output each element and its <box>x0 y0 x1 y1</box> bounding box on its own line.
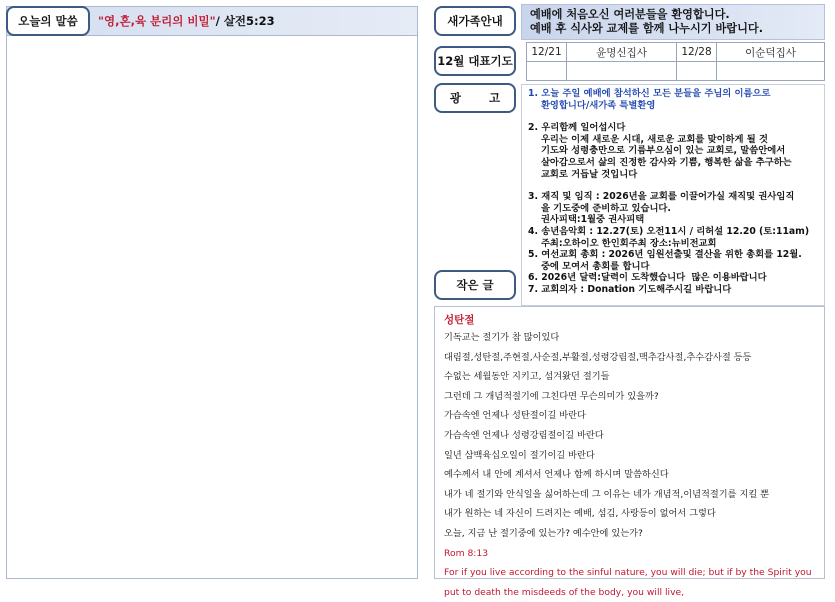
announcement-line: 1. 오늘 주일 예배에 참석하신 모든 분들을 주님의 이름으로 <box>528 88 771 99</box>
announcement-line: 교회로 거듭날 것입니다 <box>528 168 638 180</box>
announcement-item <box>528 272 824 284</box>
welcome-label: 새가족안내 <box>434 6 516 36</box>
prayer-label: 12월 대표기도 <box>434 46 516 76</box>
essay-line: 가슴속엔 언제나 성령강림절이길 바란다 <box>444 429 604 441</box>
prayer-date: 12/21 <box>527 43 567 62</box>
announcements-list <box>521 84 825 306</box>
prayer-leader <box>567 62 677 81</box>
sermon-title-line <box>98 13 275 29</box>
welcome-banner <box>521 4 825 40</box>
essay-line: 오늘, 지금 난 절기중에 있는가? 예수안에 있는가? <box>444 527 643 539</box>
prayer-date: 12/28 <box>677 43 717 62</box>
sermon-label: 오늘의 말씀 <box>6 6 90 36</box>
announcement-line: 우리는 이제 새로운 시대, 새로운 교회를 맞이하게 될 것 <box>528 133 768 145</box>
announcement-line: 3. 재직 및 임직 : 2026년을 교회를 이끌어가실 재직및 권사임직 <box>528 191 795 203</box>
announcement-line: 기도와 성령충만으로 기름부으심이 있는 교회로, 말씀안에서 <box>528 145 786 157</box>
announcement-item <box>528 226 824 249</box>
essay-box <box>434 306 825 598</box>
essay-line: Rom 8:13 <box>444 547 489 559</box>
prayer-leader <box>717 62 825 81</box>
welcome-line: 예배 후 식사와 교제를 함께 나누시기 바랍니다. <box>530 22 763 35</box>
announcement-item <box>528 191 824 226</box>
essay-line: 기독교는 절기가 참 많이있다 <box>444 332 560 343</box>
essay-line: 대림절,성탄절,주현절,사순절,부활절,성령강림절,맥추감사절,추수감사절 등등 <box>444 351 752 363</box>
table-row <box>527 62 825 81</box>
table-row <box>527 43 825 62</box>
prayer-date <box>677 62 717 81</box>
essay-body <box>444 328 824 602</box>
essay-line: 그런데 그 개념적절기에 그친다면 무슨의미가 있을까? <box>444 390 659 402</box>
essay-line: 내가 원하는 네 자신이 드려지는 예배, 섬김, 사랑등이 없어서 그렇다 <box>444 508 716 520</box>
essay-line: 예수께서 내 안에 계셔서 언제나 함께 하시며 말씀하신다 <box>444 469 669 481</box>
announcement-line: 2. 우리함께 일어섭시다 <box>528 122 626 134</box>
announcement-line: 중에 모여서 총회를 합니다 <box>528 260 650 272</box>
announcement-spacer <box>528 180 824 191</box>
essay-title: 성탄절 <box>444 314 475 326</box>
announcement-spacer <box>528 111 824 122</box>
announcements-label: 광 고 <box>434 83 516 113</box>
announcement-line: 7. 교회의자 : Donation 기도해주시길 바랍니다 <box>528 283 732 295</box>
essay-line: For if you live according to the sinful nature, you will die; but if by the Spirit you <box>444 567 812 579</box>
sermon-content-area <box>6 36 418 579</box>
announcement-item <box>528 88 824 111</box>
sermon-title: "영,혼,육 분리의 비밀" <box>98 14 216 28</box>
essay-line: put to death the misdeeds of the body, you will live, <box>444 586 685 598</box>
sermon-verse: / 살전5:23 <box>215 14 275 28</box>
prayer-date <box>527 62 567 81</box>
announcement-line: 주최:오하이오 한인회주최 장소:뉴비전교회 <box>528 237 717 249</box>
announcement-line: 환영합니다/새가족 특별환영 <box>528 99 656 111</box>
prayer-schedule-table <box>526 42 825 81</box>
prayer-leader: 이순덕집사 <box>717 43 825 62</box>
essay-label: 작은 글 <box>434 270 516 300</box>
essay-line: 가슴속엔 언제나 성탄절이길 바란다 <box>444 410 586 422</box>
announcement-line: 5. 여선교회 총회 : 2026년 임원선출및 결산을 위한 총회를 12월. <box>528 249 802 261</box>
essay-line: 수없는 세월동안 지키고, 섬겨왔던 절기들 <box>444 371 610 383</box>
announcement-line: 을 기도중에 준비하고 있습니다. <box>528 202 671 214</box>
announcement-item <box>528 122 824 180</box>
announcement-line: 살아감으로서 삶의 진정한 감사와 기쁨, 행복한 삶을 추구하는 <box>528 156 792 168</box>
announcement-line: 권사피택:1월중 권사피택 <box>528 214 645 226</box>
announcement-line: 4. 송년음악회 : 12.27(토) 오전11시 / 리허설 12.20 (토:11am) <box>528 225 810 237</box>
announcement-item <box>528 249 824 272</box>
prayer-leader: 윤명신집사 <box>567 43 677 62</box>
essay-line: 내가 네 절기와 안식일을 싫어하는데 그 이유는 네가 개념적,이념적절기를 지킬 뿐 <box>444 488 770 500</box>
announcement-item <box>528 284 824 296</box>
essay-line: 일년 삼백육십오일이 절기이길 바란다 <box>444 449 595 461</box>
announcement-line: 6. 2026년 달력:달력이 도착했습니다 많은 이용바랍니다 <box>528 272 767 284</box>
welcome-line: 예배에 처음오신 여러분들을 환영합니다. <box>530 8 730 21</box>
